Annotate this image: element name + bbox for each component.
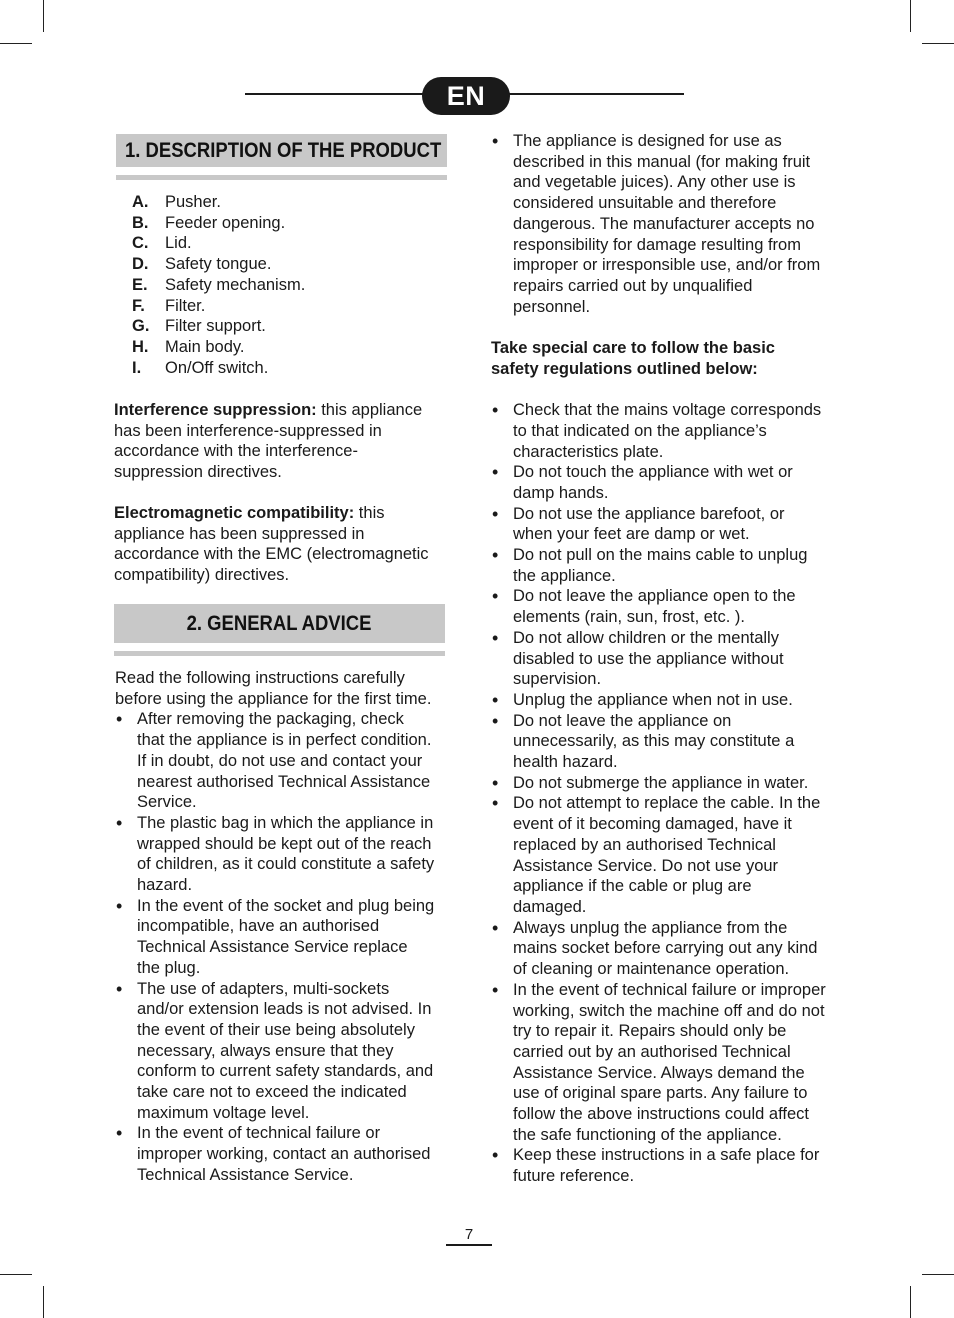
crop-mark [922, 1274, 954, 1275]
list-item: • In the event of technical failure or improper working, switch the machine off and do not try to repair it. Repairs should only be carried out by an authorised Technical Assistance Service. Always demand the use of original spare parts. Any failure to follow the above instructions could affect the safe functioning of the appliance. [491, 980, 826, 1146]
crop-mark [910, 0, 911, 32]
list-item: • Do not use the appliance barefoot, or when your feet are damp or wet. [491, 504, 826, 545]
list-item: • The use of adapters, multi-sockets and/or extension leads is not advised. In the event of their use being absolutely necessary, always ensure that they conform to current safety standards, and take care not to exceed the indicated maximum voltage level. [115, 979, 435, 1124]
emc-paragraph [114, 503, 444, 586]
part-label: On/Off switch. [165, 358, 269, 377]
section-title-general-advice [114, 604, 445, 643]
list-item: • Do not submerge the appliance in water. [491, 773, 826, 794]
parts-list-item [132, 233, 305, 254]
list-item: • The appliance is designed for use as described in this manual (for making fruit and vegetable juices). Any other use is considered unsuitable and therefore dangerous. The manufacturer accepts no responsibility for damage resulting from improper or irresponsible use, and/or from repairs carried out by unqualified personnel. [491, 131, 826, 317]
crop-mark [43, 1286, 44, 1318]
parts-list-item [132, 296, 305, 317]
interference-label: Interference suppression: [114, 401, 317, 419]
part-letter: E. [132, 275, 148, 294]
list-item: • Do not leave the appliance on unnecessarily, as this may constitute a health hazard. [491, 711, 826, 773]
list-item: • Do not touch the appliance with wet or damp hands. [491, 462, 826, 503]
part-letter: A. [132, 193, 149, 211]
intended-use-list [491, 131, 826, 317]
list-item: • The plastic bag in which the appliance in wrapped should be kept out of the reach of children, as it could constitute a safety hazard. [115, 813, 435, 896]
list-item: • Do not allow children or the mentally disabled to use the appliance without supervision. [491, 628, 826, 690]
part-letter: D. [132, 255, 149, 274]
right-advice-column [491, 131, 826, 1187]
part-label: Pusher. [165, 193, 221, 211]
crop-mark [43, 0, 44, 32]
list-item: • Do not leave the appliance open to the elements (rain, sun, frost, etc. ). [491, 586, 826, 627]
section-title-text: 2. GENERAL ADVICE [187, 611, 372, 635]
left-advice-column [115, 668, 435, 1186]
part-label: Main body. [165, 337, 245, 356]
parts-list-item [132, 358, 305, 379]
list-item: • Always unplug the appliance from the mains socket before carrying out any kind of cleaning or maintenance operation. [491, 918, 826, 980]
section-title-description [116, 134, 447, 167]
list-item: • Check that the mains voltage corresponds to that indicated on the appliance’s characteristics plate. [491, 400, 826, 462]
intro-paragraph: Read the following instructions carefully before using the appliance for the first time. [115, 669, 432, 708]
header-rule-left [245, 93, 425, 95]
crop-mark [0, 43, 32, 44]
section-underbar [116, 175, 447, 180]
interference-text: this appliance has been interference-suppressed in accordance with the interference-suppression directives. [114, 401, 423, 482]
left-bullet-list [115, 709, 435, 1185]
part-label: Safety tongue. [165, 255, 272, 274]
header-rule-right [508, 93, 684, 95]
part-label: Feeder opening. [165, 213, 286, 232]
crop-mark [0, 1274, 32, 1275]
language-badge: EN [422, 77, 510, 115]
list-item: • In the event of technical failure or improper working, contact an authorised Technical Assistance Service. [115, 1123, 435, 1185]
part-letter: I. [132, 358, 142, 377]
list-item: • Keep these instructions in a safe place for future reference. [491, 1145, 826, 1186]
interference-paragraph [114, 400, 444, 483]
list-item: • In the event of the socket and plug being incompatible, have an authorised Technical Assistance Service replace the plug. [115, 896, 435, 979]
crop-mark [922, 43, 954, 44]
list-item: • Do not pull on the mains cable to unplug the appliance. [491, 545, 826, 586]
crop-mark [910, 1286, 911, 1318]
page-number: 7 [446, 1226, 492, 1246]
parts-list-item [132, 254, 305, 275]
parts-list-item [132, 337, 305, 358]
list-item: • After removing the packaging, check that the appliance is in perfect condition. If in doubt, do not use and contact your nearest authorised Technical Assistance Service. [115, 709, 435, 813]
emc-label: Electromagnetic compatibility: [114, 504, 355, 522]
section-title-text: 1. DESCRIPTION OF THE PRODUCT [125, 138, 442, 162]
parts-list-item [132, 192, 305, 213]
parts-list-item [132, 316, 305, 337]
part-letter: B. [132, 213, 149, 232]
parts-list-item [132, 213, 305, 234]
part-letter: C. [132, 234, 149, 253]
list-item: • Do not attempt to replace the cable. In the event of it becoming damaged, have it replaced by an authorised Technical Assistance Service. Do not use your appliance if the cable or plug are damaged. [491, 793, 826, 917]
part-letter: H. [132, 337, 149, 356]
right-bullet-list [491, 400, 826, 1187]
part-letter: G. [132, 317, 150, 336]
parts-list [132, 192, 305, 378]
section-underbar [114, 651, 445, 656]
part-label: Safety mechanism. [165, 275, 306, 294]
part-letter: F. [132, 296, 145, 315]
part-label: Filter. [165, 296, 206, 315]
part-label: Filter support. [165, 317, 266, 336]
part-label: Lid. [165, 234, 192, 253]
safety-heading: Take special care to follow the basic safety regulations outlined below: [491, 339, 775, 378]
parts-list-item [132, 275, 305, 296]
emc-text: this appliance has been suppressed in accordance with the EMC (electromagnetic compatibility) directives. [114, 504, 429, 585]
list-item: • Unplug the appliance when not in use. [491, 690, 826, 711]
